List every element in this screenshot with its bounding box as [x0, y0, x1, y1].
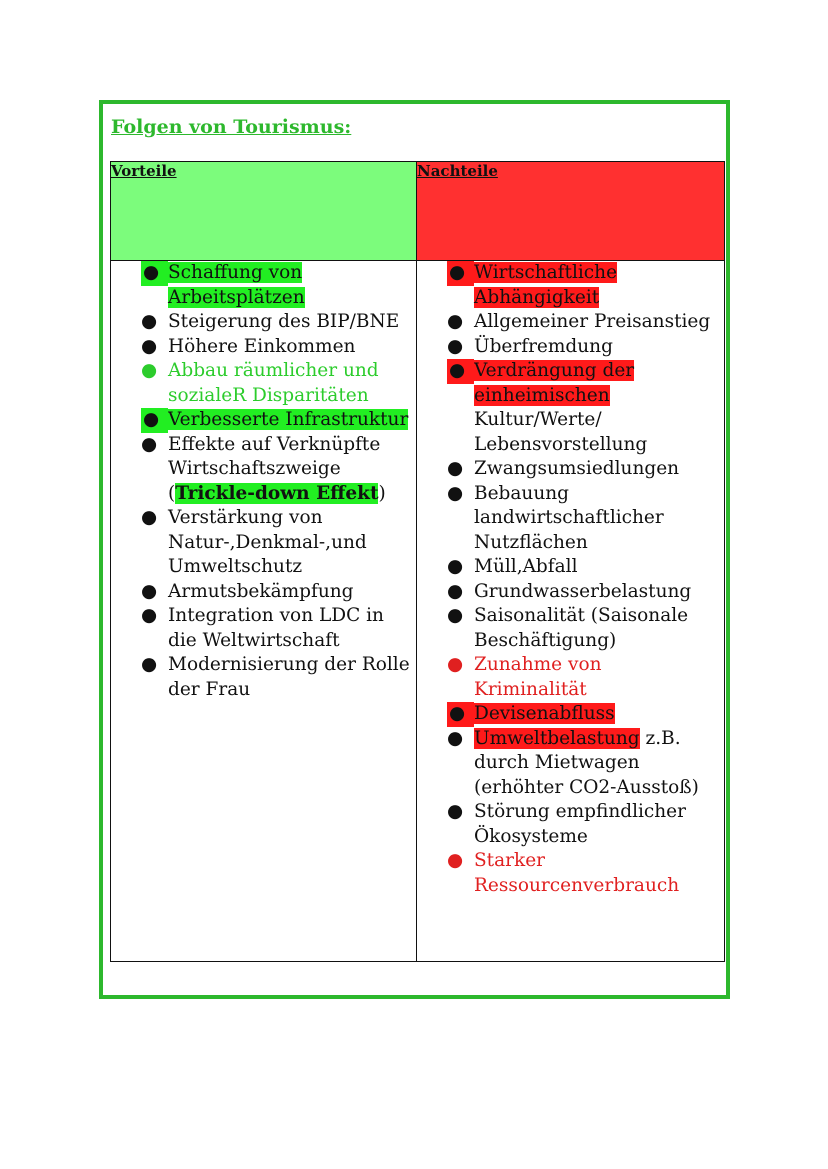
list-item — [417, 457, 724, 482]
list-item — [111, 653, 416, 702]
bullet-icon: ● — [141, 605, 158, 626]
list-item-highlight: Trickle-down Effekt — [175, 482, 379, 504]
list-item-text: z.B. durch Mietwagen (erhöhter CO2-Ausstoß) — [474, 727, 699, 798]
list-item-text: Höhere Einkommen — [168, 335, 356, 357]
bullet-icon: ● — [447, 261, 474, 286]
list-item — [417, 310, 724, 335]
bullet-icon: ● — [447, 482, 464, 504]
list-item — [417, 849, 724, 898]
bullet-icon: ● — [447, 654, 464, 675]
list-item-text: Verbesserte Infrastruktur — [168, 409, 409, 430]
list-item — [417, 653, 724, 702]
list-item-text-end: ) — [378, 482, 386, 504]
bullet-icon: ● — [447, 335, 464, 357]
list-item — [417, 800, 724, 849]
header-nachteile: Nachteile — [417, 162, 725, 261]
bullet-icon: ● — [447, 850, 464, 871]
bullet-icon: ● — [141, 261, 168, 286]
header-vorteile: Vorteile — [111, 162, 417, 261]
bullet-icon: ● — [141, 311, 158, 332]
list-item — [417, 702, 724, 727]
list-item — [417, 359, 724, 457]
list-item-text: Wirtschaftliche Abhängigkeit — [474, 262, 618, 308]
list-item — [417, 482, 724, 556]
list-item-text: Grundwasserbelastung — [474, 580, 692, 602]
list-item-text: Allgemeiner Preisanstieg — [474, 311, 711, 332]
bullet-icon: ● — [141, 360, 158, 381]
list-item — [417, 604, 724, 653]
list-item — [417, 580, 724, 605]
bullet-icon: ● — [447, 727, 464, 749]
bullet-icon: ● — [447, 458, 464, 479]
bullet-icon: ● — [141, 433, 158, 455]
list-item — [111, 433, 416, 507]
bullet-icon: ● — [141, 654, 158, 675]
list-item-text: Saisonalität (Saisonale Beschäftigung) — [474, 605, 689, 651]
list-item — [111, 359, 416, 408]
list-item — [111, 604, 416, 653]
list-item-text: Armutsbekämpfung — [168, 580, 354, 602]
list-item-highlight: Umweltbelastung — [474, 727, 640, 749]
list-item-highlight: Verdrängung der einheimischen — [474, 360, 635, 406]
bullet-icon: ● — [447, 605, 464, 626]
nachteile-cell — [417, 261, 725, 962]
vorteile-cell — [111, 261, 417, 962]
list-item-text: Störung empfindlicher Ökosysteme — [474, 801, 686, 847]
list-item-text: Starker Ressourcenverbrauch — [474, 850, 680, 896]
vorteile-list — [111, 261, 416, 702]
list-item-text: Zunahme von Kriminalität — [474, 654, 602, 700]
bullet-icon: ● — [447, 311, 464, 332]
nachteile-list — [417, 261, 724, 898]
list-item-text: Modernisierung der Rolle der Frau — [168, 654, 410, 700]
list-item-text: Kultur/Werte/ Lebensvorstellung — [474, 409, 648, 455]
bullet-icon: ● — [141, 507, 158, 528]
list-item-text: Verstärkung von Natur-,Denkmal-,und Umweltschutz — [168, 507, 367, 577]
bullet-icon: ● — [447, 359, 474, 384]
list-item — [417, 727, 724, 801]
pros-cons-table — [110, 161, 725, 962]
list-item-text: Abbau räumlicher und sozialeR Disparitäten — [168, 360, 379, 406]
list-item — [417, 261, 724, 310]
list-item-text: Schaffung von Arbeitsplätzen — [168, 262, 305, 308]
list-item — [111, 335, 416, 360]
list-item — [111, 506, 416, 580]
list-item — [111, 261, 416, 310]
list-item-text: Müll,Abfall — [474, 556, 578, 577]
document-frame — [99, 100, 730, 999]
bullet-icon: ● — [141, 408, 168, 433]
list-item — [111, 310, 416, 335]
list-item-text: Devisenabfluss — [474, 703, 615, 724]
list-item — [111, 580, 416, 605]
list-item-text: Effekte auf Verknüpfte Wirtschaftszweige ( — [168, 433, 381, 504]
list-item — [111, 408, 416, 433]
list-item-text: Steigerung des BIP/BNE — [168, 311, 400, 332]
bullet-icon: ● — [447, 702, 474, 727]
bullet-icon: ● — [141, 335, 158, 357]
list-item-text: Zwangsumsiedlungen — [474, 458, 680, 479]
list-item-text: Bebauung landwirtschaftlicher Nutzflächen — [474, 482, 664, 553]
list-item — [417, 555, 724, 580]
bullet-icon: ● — [141, 580, 158, 602]
bullet-icon: ● — [447, 556, 464, 577]
bullet-icon: ● — [447, 580, 464, 602]
document-title: Folgen von Tourismus: — [111, 116, 352, 138]
list-item — [417, 335, 724, 360]
bullet-icon: ● — [447, 801, 464, 822]
list-item-text: Integration von LDC in die Weltwirtschaft — [168, 605, 384, 651]
list-item-text: Überfremdung — [474, 335, 613, 357]
